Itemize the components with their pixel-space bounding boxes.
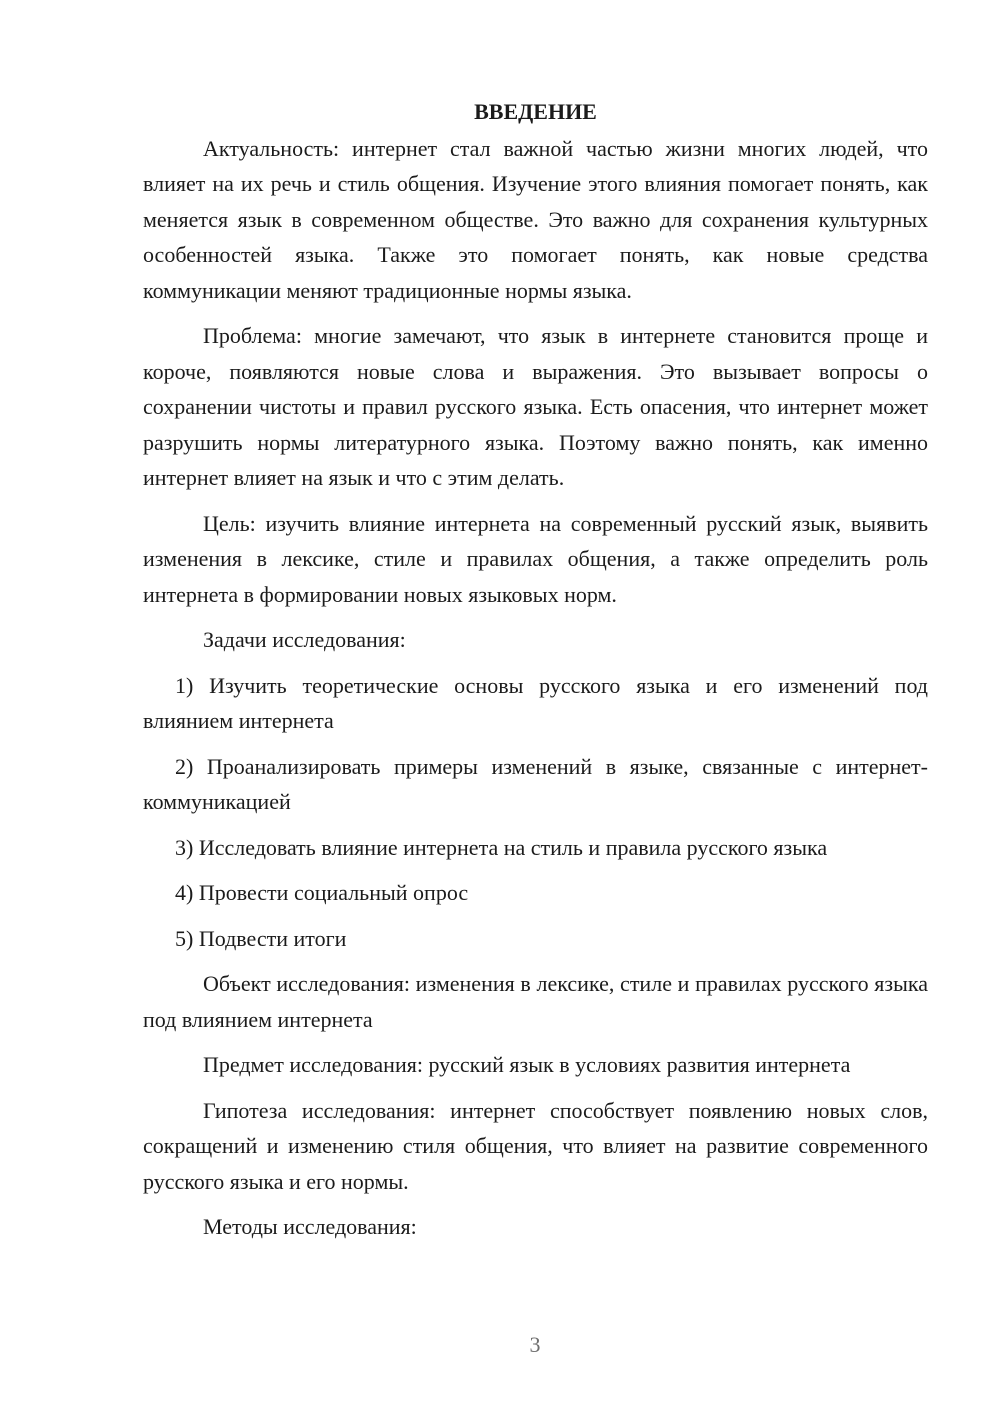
task-item: 1) Изучить теоретические основы русского языка и его изменений под влиянием интернета [143,672,928,733]
object-paragraph: Объект исследования: изменения в лексике, стиле и правилах русского языка под влиянием интернета [143,971,928,1032]
problem-paragraph: Проблема: многие замечают, что язык в интернете становится проще и короче, появляются новые слова и выражения. Это вызывает вопросы о сохранении чистоты и правил русского языка. Есть опасения, что интернет может разрушить нормы литературного языка. Поэтому важно понять, как именно интернет влияет на язык и что с этим делать. [143,323,928,490]
tasks-list [143,668,928,957]
goal-paragraph: Цель: изучить влияние интернета на современный русский язык, выявить изменения в лексике, стиле и правилах общения, а также определить роль интернета в формировании новых языковых норм. [143,510,928,607]
task-item: 2) Проанализировать примеры изменений в языке, связанные с интернет-коммуникацией [143,753,928,814]
relevance-paragraph: Актуальность: интернет стал важной частью жизни многих людей, что влияет на их речь и стиль общения. Изучение этого влияния помогает понять, как меняется язык в современном обществе. Это важно для сохранения культурных особенностей языка. Также это помогает понять, как новые средства коммуникации меняют традиционные нормы языка. [143,135,928,303]
tasks-intro: Задачи исследования: [203,627,406,652]
page-content [143,94,928,1255]
page-number: 3 [529,1332,541,1357]
task-item: 3) Исследовать влияние интернета на стиль и правила русского языка [175,834,828,860]
hypothesis-paragraph: Гипотеза исследования: интернет способствует появлению новых слов, сокращений и изменению стиля общения, что влияет на развитие современного русского языка и его нормы. [143,1097,928,1194]
task-item: 5) Подвести итоги [175,925,347,951]
task-item: 4) Провести социальный опрос [175,880,469,905]
methods-intro: Методы исследования: [203,1214,417,1239]
subject-paragraph: Предмет исследования: русский язык в условиях развития интернета [203,1052,851,1077]
section-heading: ВВЕДЕНИЕ [474,99,597,124]
